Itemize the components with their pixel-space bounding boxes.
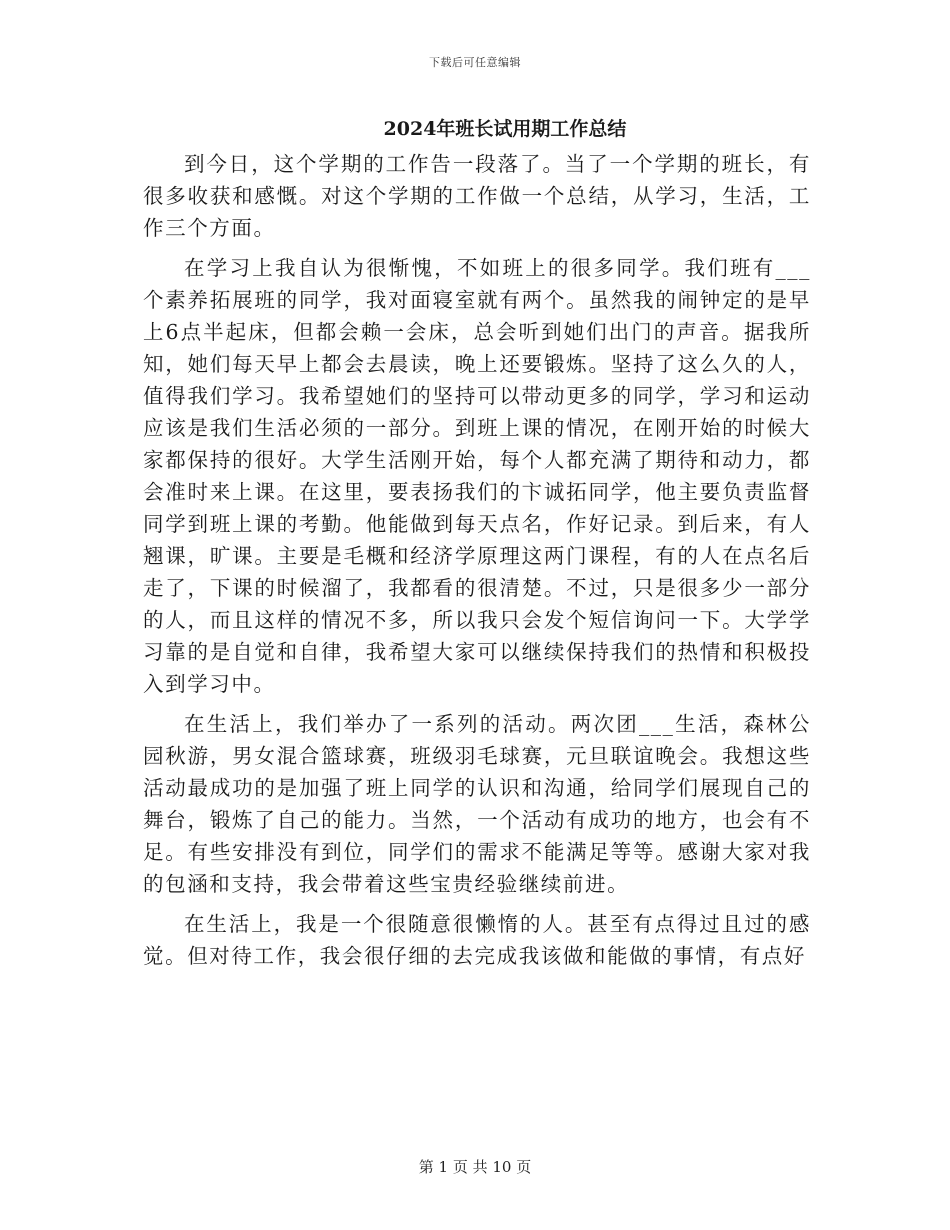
paragraph-life: 在生活上，我是一个很随意很懒惰的人。甚至有点得过且过的感觉。但对待工作，我会很仔细的去完成我该做和能做的事情，有点好 [143,912,811,968]
paragraph-activities: 在生活上，我们举办了一系列的活动。两次团___生活，森林公园秋游，男女混合篮球赛，班级羽毛球赛，元旦联谊晚会。我想这些活动最成功的是加强了班上同学的认识和沟通，给同学们展现自己的舞台，锻炼了自己的能力。当然，一个活动有成功的地方，也会有不足。有些安排没有到位，同学们的需求不能满足等等。感谢大家对我的包涵和支持，我会带着这些宝贵经验继续前进。 [143,712,811,896]
page-number: 第 1 页 共 10 页 [418,1158,532,1176]
header-note: 下载后可任意编辑 [429,56,521,69]
document-body [143,148,811,980]
document-title: 2024年班长试用期工作总结 [383,118,627,140]
paragraph-intro: 到今日，这个学期的工作告一段落了。当了一个学期的班长，有很多收获和感慨。对这个学期的工作做一个总结，从学习，生活，工作三个方面。 [143,152,811,240]
paragraph-study: 在学习上我自认为很惭愧，不如班上的很多同学。我们班有___个素养拓展班的同学，我对面寝室就有两个。虽然我的闹钟定的是早上6点半起床，但都会赖一会床，总会听到她们出门的声音。据我所知，她们每天早上都会去晨读，晚上还要锻炼。坚持了这么久的人，值得我们学习。我希望她们的坚持可以带动更多的同学，学习和运动应该是我们生活必须的一部分。到班上课的情况，在刚开始的时候大家都保持的很好。大学生活刚开始，每个人都充满了期待和动力，都会准时来上课。在这里，要表扬我们的卞诚拓同学，他主要负责监督同学到班上课的考勤。他能做到每天点名，作好记录。到后来，有人翘课，旷课。主要是毛概和经济学原理这两门课程，有的人在点名后走了，下课的时候溜了，我都看的很清楚。不过，只是很多少一部分的人，而且这样的情况不多，所以我只会发个短信询问一下。大学学习靠的是自觉和自律，我希望大家可以继续保持我们的热情和积极投入到学习中。 [143,256,811,696]
